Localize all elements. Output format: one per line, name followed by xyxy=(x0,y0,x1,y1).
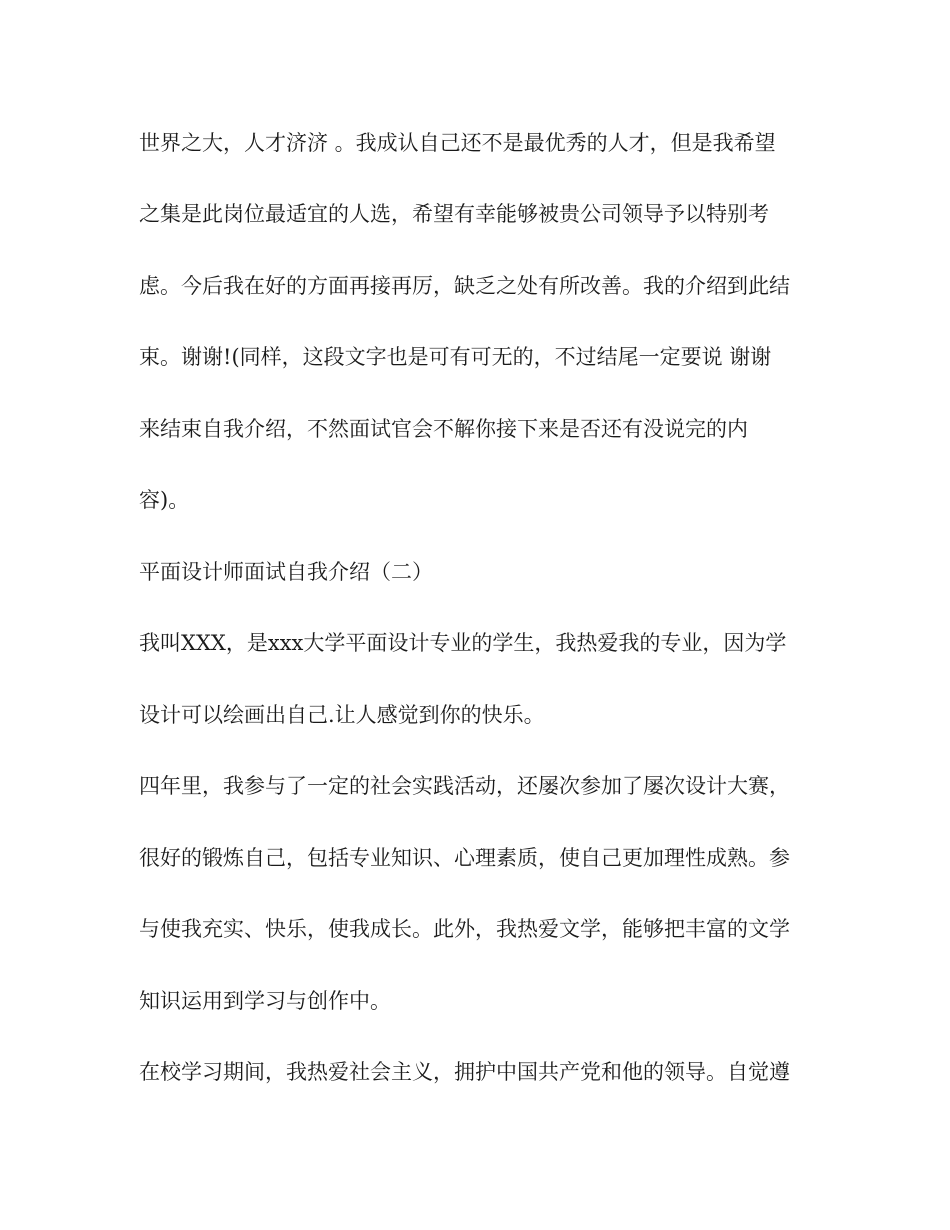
paragraph-line: 来结束自我介绍，不然面试官会不解你接下来是否还有没说完的内 xyxy=(139,417,748,441)
paragraph-line: 虑。今后我在好的方面再接再厉，缺乏之处有所改善。我的介绍到此结 xyxy=(139,274,790,298)
paragraph-line: 我叫XXX，是xxx大学平面设计专业的学生，我热爱我的专业，因为学 xyxy=(139,631,787,655)
paragraph-line: 设计可以绘画出自己.让人感觉到你的快乐。 xyxy=(139,703,545,727)
paragraph-line: 之集是此岗位最适宜的人选，希望有幸能够被贵公司领导予以特别考 xyxy=(139,202,769,226)
paragraph-line: 束。谢谢!(同样，这段文字也是可有可无的，不过结尾一定要说 谢谢 xyxy=(139,345,772,369)
paragraph-line: 知识运用到学习与创作中。 xyxy=(139,989,391,1013)
paragraph-line: 世界之大，人才济济 。我成认自己还不是最优秀的人才，但是我希望 xyxy=(139,131,776,155)
paragraph-line: 容)。 xyxy=(139,488,190,512)
paragraph-line: 四年里，我参与了一定的社会实践活动，还屡次参加了屡次设计大赛， xyxy=(139,774,790,798)
paragraph-line: 很好的锻炼自己，包括专业知识、心理素质，使自己更加理性成熟。参 xyxy=(139,846,790,870)
paragraph-line: 与使我充实、快乐，使我成长。此外，我热爱文学，能够把丰富的文学 xyxy=(139,917,790,941)
paragraph-line: 在校学习期间，我热爱社会主义，拥护中国共产党和他的领导。自觉遵 xyxy=(139,1060,790,1084)
section-heading: 平面设计师面试自我介绍（二） xyxy=(139,560,433,584)
